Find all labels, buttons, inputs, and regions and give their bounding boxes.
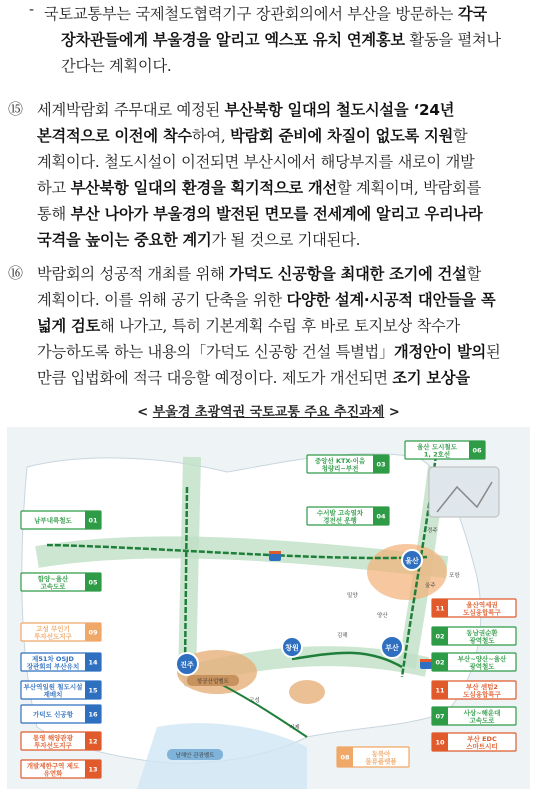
left-label-7-number: 12 [88,737,98,746]
city-ulsan [402,550,422,570]
left-label-4-text: 제51차 OSJD 장관회의 부산유치 [26,654,80,671]
right-label-2-text: 동남권순환 광역철도 [466,628,498,645]
right-label-6-number: 10 [435,738,445,747]
right-label-4-text: 부산 센텀2 도심융합특구 [463,682,501,699]
bullet-line-3: 간다는 계획이다. [61,57,172,75]
left-label-3-number: 09 [88,628,98,637]
p16-line-1: 박람회의 성공적 개최를 위해 가덕도 신공항을 최대한 조기에 건설할 [37,265,482,283]
left-label-6-number: 16 [88,710,98,719]
paragraph-15-marker: ⑮ [8,100,24,118]
left-label-1-text: 남부내륙철도 [34,516,72,525]
right-label-3 [432,653,516,671]
right-label-3-text: 부산~양산~울산 광역철도 [457,654,507,671]
left-label-7 [21,732,101,750]
left-label-6-text: 가덕도 신공항 [33,710,73,719]
paragraph-16-marker: ⑯ [8,264,24,282]
top-label-3 [405,441,485,459]
left-label-8-text: 개발제한구역 제도 유연화 [26,761,80,778]
p16-line-4: 가능하도록 하는 내용의「가덕도 신공항 건설 특별법」개정안이 발의된 [37,343,501,361]
left-label-1-number: 01 [88,516,98,525]
left-label-3-text: 고성 무인기 투자선도지구 [34,624,72,641]
left-label-5-text: 부산역일원 철도시설 재배치 [23,682,83,699]
svg-text:창원: 창원 [285,644,299,652]
left-label-3 [21,623,101,641]
place-yangsan: 양산 [377,613,388,619]
svg-text:부산: 부산 [385,644,399,652]
right-label-4 [432,681,516,699]
bullet-line-1: 국토교통부는 국제철도협력기구 장관회의에서 부산을 방문하는 각국 [44,5,487,23]
right-label-5 [432,707,516,725]
p15-line-5: 통해 부산 나아가 부울경의 발전된 면모를 전세계에 알리고 우리나라 [37,205,483,223]
svg-text:남해안 관광벨트: 남해안 관광벨트 [175,753,215,759]
left-label-4-number: 14 [88,658,98,667]
p15-line-1: 세계박람회 주무대로 예정된 부산북항 일대의 철도시설을 ‘24년 [37,101,455,119]
bullet-marker: - [29,0,35,18]
right-label-5-text: 사상~해운대 고속도로 [463,708,501,725]
place-pohang: 포항 [449,573,460,579]
place-gimhae: 김해 [337,633,348,639]
svg-text:진주: 진주 [180,661,194,669]
figure-caption: < 부울경 초광역권 국토교통 주요 추진과제 > [137,405,400,420]
left-label-8 [21,760,101,778]
p15-line-6: 국격을 높이는 중요한 계기가 될 것으로 기대된다. [37,231,361,249]
left-label-2-text: 함양~울산 고속도로 [37,574,69,591]
highway-shield-2 [420,659,432,669]
top-label-1-text: 수서발 고속열차 경전선 운행 [316,508,364,525]
left-label-2 [21,573,101,591]
right-label-1-number: 11 [435,604,445,613]
top-label-1-number: 04 [376,512,386,521]
left-label-2-number: 05 [88,578,98,587]
highway-shield-1 [269,551,281,561]
city-jinju [176,653,198,675]
p16-line-2: 계획이다. 이를 위해 공기 단축을 위한 다양한 설계·시공적 대안들을 폭 [37,291,496,309]
right-label-2 [432,627,516,645]
top-label-3-number: 06 [472,446,482,455]
top-label-1 [307,507,389,525]
svg-text:항공산업벨트: 항공산업벨트 [197,679,229,685]
city-busan [381,636,403,658]
right-label-2-number: 02 [435,632,445,641]
area-aerospace [187,675,239,686]
bottom-label-1-number: 08 [340,753,350,762]
project-map [7,427,530,789]
right-label-4-number: 11 [435,686,445,695]
top-label-3-text: 울산 도시철도 1, 2호선 [417,442,457,459]
p16-line-5: 만큼 입법화에 적극 대응할 예정이다. 제도가 개선되면 조기 보상을 [37,369,470,387]
place-ulju: 울주 [425,583,436,589]
right-label-6-text: 부산 EDC 스마트시티 [466,734,498,751]
left-label-4 [21,653,101,671]
bottom-label-1-text: 동북아 물류플랫폼 [365,749,397,766]
left-label-5 [21,681,101,699]
right-label-1 [432,599,516,617]
top-label-2 [307,455,389,473]
bullet-line-2: 장차관들에게 부울경을 알리고 엑스포 유치 연계홍보 활동을 펼쳐나 [61,31,501,49]
place-goseong: 고성 [249,698,260,704]
left-label-7-text: 통영 해양관광 투자선도지구 [33,733,73,750]
top-label-2-number: 03 [376,460,386,469]
top-label-2-text: 중앙선 KTX-이음 청량리~부전 [314,456,366,473]
p16-line-3: 넓게 검토해 나가고, 특히 기본계획 수립 후 바로 토지보상 착수가 [37,317,460,335]
city-changwon [282,637,302,657]
p15-line-4: 하고 부산북항 일대의 환경을 획기적으로 개선할 계획이며, 박람회를 [37,179,482,197]
left-label-8-number: 13 [88,765,98,774]
bottom-label-1 [337,747,409,767]
right-label-6 [432,733,516,751]
place-gyeongju: 경주 [427,528,438,534]
p15-line-3: 계획이다. 철도시설이 이전되면 부산시에서 해당부지를 새로이 개발 [37,153,475,171]
place-miryang: 밀양 [347,593,358,599]
right-label-5-number: 07 [435,712,445,721]
place-geoje: 거제 [289,725,300,731]
p15-line-2: 본격적으로 이전에 착수하여, 박람회 준비에 차질이 없도록 지원할 [37,127,468,145]
right-label-1-text: 울산역세권 도심융합특구 [463,600,501,617]
left-label-6 [21,705,101,723]
svg-text:울산: 울산 [405,557,419,565]
left-label-1 [21,511,101,529]
area-south-coast-tourism [167,749,223,760]
goseong-zone [289,680,325,704]
right-label-3-number: 02 [435,658,445,667]
left-label-5-number: 15 [88,686,98,695]
